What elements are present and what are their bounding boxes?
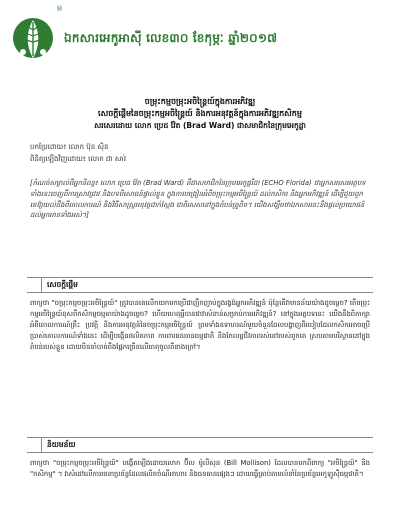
echo-leaf-logo	[12, 8, 54, 68]
section-marker	[27, 278, 42, 292]
article-title: ចម្រុះកម្មចម្រុះអចិន្ត្រៃយ៍ក្នុងការអភិវឌ្ឍ	[144, 97, 256, 106]
section-heading: សេចក្ដីផ្ដើម	[47, 280, 78, 289]
editor-line: ពិនិត្យឡើងវិញដោយ៖ លោក ជា សាវ់	[30, 155, 126, 163]
registered-mark: ®	[56, 5, 63, 13]
article-author-credit: សរសេរដោយ លោក ប្រេដ វ៉ែត (Brad Ward) ជាសមាជិកនៃក្រុមអេកូដ្លា	[94, 121, 306, 130]
newsletter-title: ឯកសារអេកូអាស៊ី លេខ៣០ ខែកុម្ភៈ ឆ្នាំ២០១៧	[64, 31, 278, 45]
section-marker	[27, 438, 42, 452]
section-header-definition	[27, 437, 373, 453]
definition-body: ពាក្យថា "ចម្រុះកម្មចម្រុះអចិន្ត្រៃយ៍" បង្កើតឡើងដោយលោក ប៊ីល ម៉ូលីសុន (Bill Mollison) ដែលបានមកពីពាក្យ "អចិន្ត្រៃយ៍" និង "កសិកម្ម" ។ វាសំដៅលើការរចនាប្រព័ន្ធដែលផលិតចំណីអាហារ និងធនធានផ្សេងៗ ដោយធ្វើត្រាប់តាមលំនាំនៃប្រព័ន្ធអេកូឡូស៊ីធម្មជាតិ។	[30, 459, 370, 478]
section-header-introduction	[27, 277, 373, 293]
article-subtitle: សេចក្ដីផ្ដើមនៃចម្រុះកម្មអចិន្ត្រៃយ៍ និងការអនុវត្តន៍ក្នុងការអភិវឌ្ឍកសិកម្ម	[98, 109, 302, 118]
translator-line: បកប្រែដោយ៖ លោក ប៊ុន ស៊ិន	[30, 143, 109, 151]
section-heading: និយមន័យ	[47, 440, 76, 449]
author-note: [កំណត់សម្គាល់ពីអ្នកនិពន្ធ៖ លោក ប្រេដ វ៉ែត (Brad Ward) គឺជាសមាជិកនៃក្រុមអេកូផ្លរីដា (ECHO Florida) ជាអ្នកសរសេរអត្ថបទទាំងនេះចេញពីការស្រាវជ្រាវ និងបទពិសោធន៍ផ្ទាល់ខ្លួន ក្នុងការបង្រៀនអំពីចម្រុះកម្មអចិន្ត្រៃយ៍ ដល់កសិករ និងអ្នកអភិវឌ្ឍន៍ ដើម្បីជួយពួកគេឱ្យយល់ដឹងពីគោលការណ៍ និងវិធីសាស្ត្រអនុវត្តជាក់ស្ដែង ជាពិសេសនៅក្នុងតំបន់ត្រូពិច។ យើងសង្ឃឹមថាឯកសារនេះនឹងផ្ដល់ប្រយោជន៍ដល់អ្នកអានទាំងអស់។]	[30, 179, 366, 220]
introduction-body: ពាក្យថា "ចម្រុះកម្មចម្រុះអចិន្ត្រៃយ៍" ត្រូវបានគេលើកយកមកប្រើជាញឹកញាប់ក្នុងរង្វង់អ្នកអភិវឌ្ឍន៍ ប៉ុន្តែតើវាមានន័យយ៉ាងដូចម្ដេច? តើចម្រុះកម្មអចិន្ត្រៃយ៍ខុសពីកសិកម្មធម្មតាយ៉ាងដូចម្ដេច? ហើយហេតុអ្វីបានជាវាសំខាន់សម្រាប់ការអភិវឌ្ឍន៍? នៅក្នុងអត្ថបទនេះ យើងនឹងពិភាក្សាអំពីគោលការណ៍គ្រឹះ ប្រវត្តិ និងការអនុវត្តន៍នៃចម្រុះកម្មអចិន្ត្រៃយ៍ ព្រមទាំងឧទាហរណ៍មួយចំនួនដែលបង្ហាញពីរបៀបដែលកសិករអាចប្រើប្រាស់គោលការណ៍ទាំងនេះ ដើម្បីបង្កើនផលិតភាព ការពារធនធានធម្មជាតិ និងកែលម្អជីវភាពរស់នៅរបស់ពួកគេ ស្របតាមបរិស្ថាននៅក្នុងតំបន់របស់ខ្លួន ដោយមិនចាំបាច់ពឹងផ្អែកច្រើនលើធាតុចូលពីខាងក្រៅ។	[30, 299, 370, 351]
